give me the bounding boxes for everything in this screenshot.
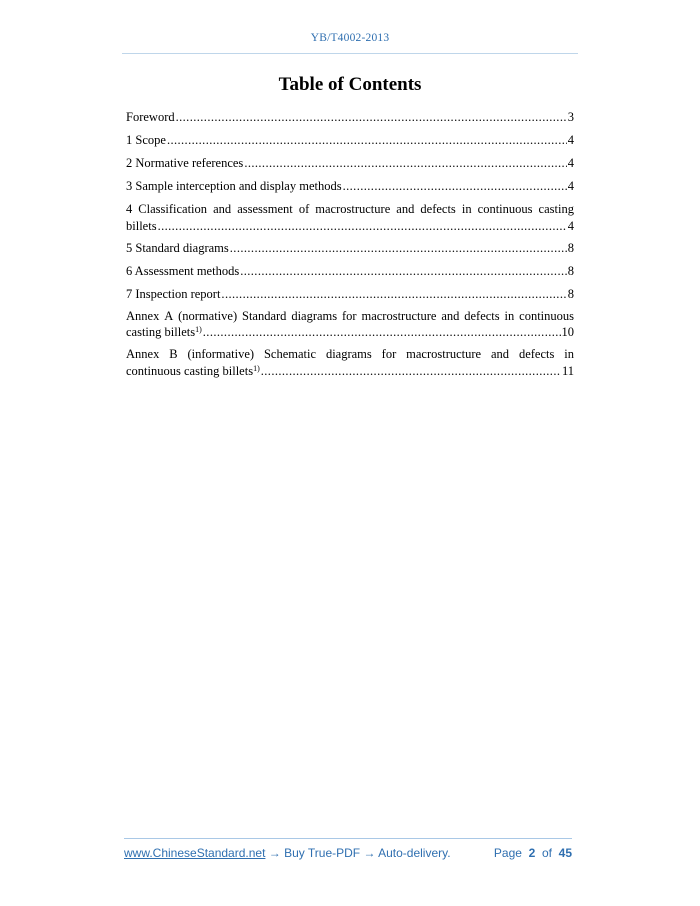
word: continuous xyxy=(477,202,533,216)
word: (informative) xyxy=(187,347,255,361)
word: Annex xyxy=(126,308,160,323)
word: diagrams xyxy=(325,347,372,361)
toc-entry-assessment-methods[interactable] xyxy=(126,263,574,280)
toc-entry-label: 2 Normative references xyxy=(126,156,244,170)
toc-title: Table of Contents xyxy=(278,74,422,95)
word: defects xyxy=(518,347,555,361)
word: and xyxy=(441,308,460,323)
toc-entry-page: 10 xyxy=(561,325,574,339)
footnote-marker: 1) xyxy=(195,325,202,334)
toc-entry-label-line2 xyxy=(126,324,202,341)
footnote-marker: 1) xyxy=(253,363,260,373)
dot-leader xyxy=(343,178,567,195)
toc-entry-annex-a[interactable] xyxy=(126,308,574,341)
toc-entry-label: Foreword xyxy=(126,110,175,124)
toc-entry-page: 8 xyxy=(567,263,574,278)
word: in xyxy=(564,347,574,361)
word: B xyxy=(169,347,178,361)
toc-entry-page: 4 xyxy=(567,218,574,233)
dot-leader xyxy=(261,363,561,380)
page-footer xyxy=(124,846,572,860)
page-indicator xyxy=(494,846,572,860)
dot-leader xyxy=(167,132,567,149)
label-text: casting billets xyxy=(126,325,196,339)
toc-entry-scope[interactable] xyxy=(126,132,574,149)
footer-divider xyxy=(124,838,572,839)
toc-entry-page: 4 xyxy=(567,179,574,193)
word: for xyxy=(381,347,397,361)
website-link[interactable]: www.ChineseStandard.net xyxy=(124,846,266,860)
dot-leader xyxy=(221,286,566,303)
word: macrostructure xyxy=(361,308,437,323)
dot-leader xyxy=(244,155,566,172)
word: continuous xyxy=(519,308,574,323)
toc-entry-label-line2: billets xyxy=(126,218,157,233)
toc-entry-page: 8 xyxy=(567,240,574,255)
table-of-contents xyxy=(126,109,574,379)
footer-promo xyxy=(124,846,451,860)
word: A xyxy=(164,308,174,323)
word: diagrams xyxy=(291,308,338,323)
toc-entry-label-line1 xyxy=(126,346,574,363)
current-page-number: 2 xyxy=(528,846,536,860)
dot-leader xyxy=(158,218,567,235)
dot-leader xyxy=(230,240,567,257)
header-divider xyxy=(122,53,578,54)
word: in xyxy=(461,202,472,216)
word: and xyxy=(396,202,415,216)
toc-entry-foreword[interactable] xyxy=(126,109,574,126)
word: Schematic xyxy=(263,347,317,361)
toc-entry-normative-references[interactable] xyxy=(126,155,574,172)
page-of-word: of xyxy=(541,846,552,860)
page-word: Page xyxy=(493,846,522,860)
toc-entry-label: 7 Inspection report xyxy=(126,286,221,301)
promo-text: → Buy True-PDF → Auto-delivery. xyxy=(265,846,451,860)
toc-entry-sample-interception[interactable] xyxy=(126,178,574,195)
toc-entry-classification[interactable] xyxy=(126,201,574,234)
word: Classification xyxy=(138,202,208,216)
toc-entry-page: 4 xyxy=(567,133,574,147)
toc-entry-annex-b[interactable] xyxy=(126,346,574,379)
word: casting xyxy=(538,202,574,216)
document-header-code: YB/T4002-2013 xyxy=(310,32,390,44)
toc-entry-page: 4 xyxy=(567,156,574,170)
toc-entry-page: 3 xyxy=(567,110,574,124)
word: for xyxy=(342,308,357,323)
toc-entry-label: 6 Assessment methods xyxy=(126,263,240,278)
toc-entry-label: 1 Scope xyxy=(126,133,166,147)
label-text: continuous casting billets xyxy=(126,363,254,378)
toc-entry-standard-diagrams[interactable] xyxy=(126,240,574,257)
word: Annex xyxy=(126,347,160,361)
word: assessment xyxy=(237,202,293,216)
toc-entry-label: 5 Standard diagrams xyxy=(126,240,229,255)
dot-leader xyxy=(176,109,567,126)
toc-entry-label-line2 xyxy=(126,363,260,380)
dot-leader xyxy=(240,263,567,280)
toc-entry-label-line1 xyxy=(126,201,574,218)
word: macrostructure xyxy=(406,347,482,361)
toc-entry-inspection-report[interactable] xyxy=(126,286,574,303)
word: and xyxy=(213,202,232,216)
toc-entry-label: 3 Sample interception and display methods xyxy=(126,179,342,193)
toc-entry-label-line1 xyxy=(126,308,574,325)
toc-entry-page: 11 xyxy=(561,363,574,378)
word: of xyxy=(298,202,310,216)
toc-entry-page: 8 xyxy=(567,286,574,301)
dot-leader xyxy=(203,324,561,341)
word: defects xyxy=(420,202,456,216)
word: defects xyxy=(464,308,500,323)
word: Standard xyxy=(242,308,287,323)
word: 4 xyxy=(126,202,133,216)
word: (normative) xyxy=(178,308,238,323)
word: and xyxy=(491,347,510,361)
total-page-count: 45 xyxy=(558,846,572,860)
word: macrostructure xyxy=(315,202,391,216)
word: in xyxy=(504,308,515,323)
